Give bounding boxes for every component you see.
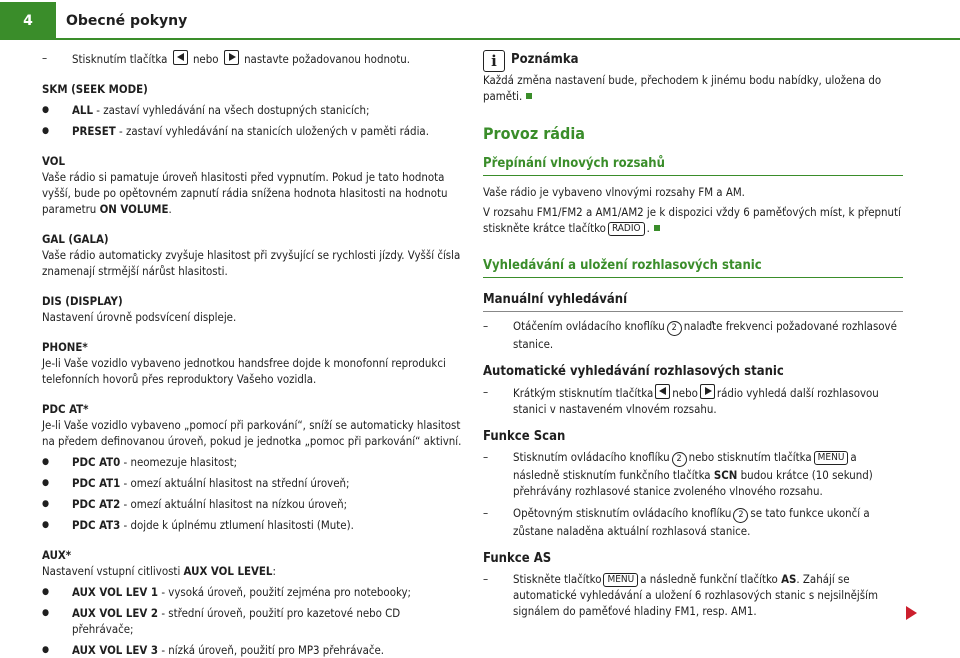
text: nalaďte frekvenci požadované rozhlasové stanice. [513, 319, 897, 351]
text: - střední úroveň, použití pro kazetové nebo CD přehrávače; [72, 606, 401, 636]
auto-heading: Automatické vyhledávání rozhlasových stanic [483, 364, 784, 379]
page-number: 4 [0, 2, 56, 40]
arrow-left-icon [173, 50, 188, 65]
text: nastavte požadovanou hodnotu. [244, 52, 410, 66]
text: - zastaví vyhledávání na stanicích uložených v paměti rádia. [115, 124, 429, 138]
scan-heading: Funkce Scan [483, 429, 566, 444]
list-item [42, 642, 462, 658]
scan-step-2 [483, 505, 903, 539]
skm-all-item [42, 102, 462, 118]
text: - zastaví vyhledávání na všech dostupných stanicích; [93, 103, 370, 117]
text: a následně stisknutím funkčního tlačítka [513, 450, 857, 482]
scan-step-1 [483, 449, 903, 499]
term: PDC AT1 [72, 476, 121, 490]
term: PDC AT3 [72, 518, 121, 532]
text: - dojde k úplnému ztlumení hlasitosti (Mute). [120, 518, 354, 532]
pdc-heading: PDC AT* [42, 402, 89, 416]
term: AS [781, 572, 797, 586]
right-column [483, 50, 903, 619]
term: ON VOLUME [99, 202, 169, 216]
vol-heading: VOL [42, 154, 65, 168]
dis-heading: DIS (DISPLAY) [42, 294, 123, 308]
next-page-arrow-icon[interactable] [906, 606, 917, 620]
text: Otáčením ovládacího knoflíku [513, 319, 665, 333]
list-item [42, 496, 462, 512]
section-title: Provoz rádia [483, 124, 585, 143]
intro-instruction [42, 50, 462, 67]
text: Vaše rádio si pamatuje úroveň hlasitosti před vypnutím. Pokud je tato hodnota vyšší, bude po opětovném zapnutí rádia snížena hodnota hlasitosti na hodnotu parametru [42, 170, 448, 216]
text: rádio vyhledá další rozhlasovou stanici v nastaveném vlnovém rozsahu. [513, 386, 879, 416]
aux-heading: AUX* [42, 548, 72, 562]
arrow-left-icon [655, 384, 670, 399]
text: nebo [672, 386, 698, 400]
note-text [483, 72, 903, 104]
text: : [272, 564, 276, 578]
dis-text: Nastavení úrovně podsvícení displeje. [42, 310, 237, 324]
manual-heading: Manuální vyhledávání [483, 292, 903, 312]
term: ALL [72, 103, 93, 117]
arrow-right-icon [700, 384, 715, 399]
knob-number: 2 [667, 321, 682, 336]
menu-key: MENU [603, 573, 638, 587]
chapter-title: Obecné pokyny [56, 2, 960, 40]
left-column [42, 50, 462, 658]
arrow-right-icon [224, 50, 239, 65]
page-header [0, 0, 960, 40]
radio-key: RADIO [608, 222, 645, 236]
text: a následně funkční tlačítko [640, 572, 778, 586]
text: - vysoká úroveň, použití zejména pro notebooky; [158, 585, 412, 599]
skm-preset-item [42, 123, 462, 139]
text: - nízká úroveň, použití pro MP3 přehrávače. [158, 643, 385, 657]
term: PDC AT0 [72, 455, 121, 469]
manual-step [483, 318, 903, 352]
term: AUX VOL LEV 1 [72, 585, 159, 599]
text: Stisknutím ovládacího knoflíku [513, 450, 670, 464]
as-step [483, 571, 903, 619]
knob-number: 2 [672, 452, 687, 467]
text: Stiskněte tlačítko [513, 572, 602, 586]
as-heading: Funkce AS [483, 551, 552, 566]
phone-heading: PHONE* [42, 340, 88, 354]
term: PDC AT2 [72, 497, 121, 511]
gal-text: Vaše rádio automaticky zvyšuje hlasitost při zvyšující se rychlosti jízdy. Vyšší čísla znamenají strmější nárůst hlasitosti. [42, 248, 461, 278]
text: . Zahájí se automatické vyhledávání a uložení 6 rozhlasových stanic s nejsilnějším signálem do paměťové hladiny FM1, resp. AM1. [513, 572, 878, 618]
list-item [42, 454, 462, 470]
gal-heading: GAL (GALA) [42, 232, 109, 246]
note-title: Poznámka [511, 52, 579, 67]
text: - omezí aktuální hlasitost na střední úroveň; [120, 476, 350, 490]
skm-heading: SKM (SEEK MODE) [42, 82, 148, 96]
term: AUX VOL LEV 2 [72, 606, 159, 620]
note-header [483, 50, 903, 72]
text: Opětovným stisknutím ovládacího knoflíku [513, 506, 732, 520]
text: Stisknutím tlačítka [72, 52, 168, 66]
search-heading: Vyhledávání a uložení rozhlasových stanic [483, 258, 903, 278]
text: Nastavení vstupní citlivosti [42, 564, 184, 578]
term: AUX VOL LEVEL [183, 564, 273, 578]
text: - neomezuje hlasitost; [120, 455, 238, 469]
aux-text [42, 563, 462, 579]
band-text-1: Vaše rádio je vybaveno vlnovými rozsahy FM a AM. [483, 185, 745, 199]
menu-key: MENU [814, 451, 849, 465]
term: AUX VOL LEV 3 [72, 643, 159, 657]
text: nebo stisknutím tlačítka [688, 450, 812, 464]
auto-step [483, 384, 903, 417]
pdc-text: Je-li Vaše vozidlo vybaveno „pomocí při parkování“, sníží se automaticky hlasitost na předem definovanou úroveň, pokud je jednotka „pomoc při parkování“ aktivní. [42, 418, 462, 448]
text: - omezí aktuální hlasitost na nízkou úroveň; [120, 497, 348, 511]
text: se tato funkce ukončí a zůstane naladěna aktuální rozhlasová stanice. [513, 506, 870, 538]
band-text-2: V rozsahu FM1/FM2 a AM1/AM2 je k dispozici vždy 6 paměťových míst, k přepnutí stiskněte krátce tlačítko RADIO . [483, 205, 901, 235]
list-item [42, 475, 462, 491]
end-mark-icon [654, 225, 660, 231]
list-item [42, 605, 462, 637]
vol-text: Vaše rádio si pamatuje úroveň hlasitosti před vypnutím. Pokud je tato hodnota vyšší, bude po opětovném zapnutí rádia snížena hodnota hlasitosti na hodnotu parametru ON VOLUME. [42, 170, 448, 216]
list-item [42, 517, 462, 533]
end-mark-icon [526, 93, 532, 99]
text: Každá změna nastavení bude, přechodem k jinému bodu nabídky, uložena do paměti. [483, 73, 882, 103]
text: budou krátce (10 sekund) přehrávány rozhlasové stanice zvoleného vlnového rozsahu. [513, 468, 873, 498]
text: Krátkým stisknutím tlačítka [513, 386, 654, 400]
term: PRESET [72, 124, 116, 138]
phone-text: Je-li Vaše vozidlo vybaveno jednotkou handsfree dojde k monofonní reprodukci telefonních hovorů přes reproduktory Vašeho vozidla. [42, 356, 446, 386]
list-item [42, 584, 462, 600]
knob-number: 2 [733, 508, 748, 523]
term: SCN [713, 468, 738, 482]
band-heading: Přepínání vlnových rozsahů [483, 156, 903, 176]
info-icon: i [483, 50, 505, 72]
text: V rozsahu FM1/FM2 a AM1/AM2 je k dispozici vždy 6 paměťových míst, k přepnutí stiskněte krátce tlačítko [483, 205, 901, 235]
text: nebo [192, 52, 219, 66]
